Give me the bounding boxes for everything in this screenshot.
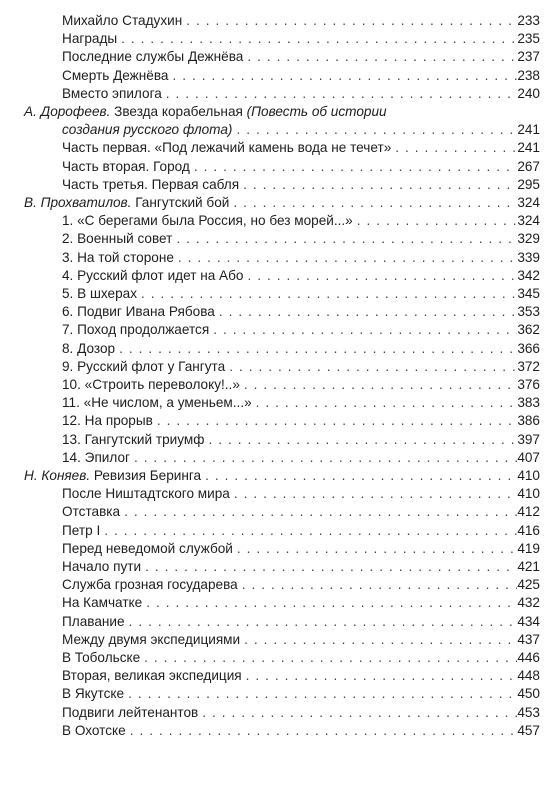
page-number: 407 bbox=[517, 449, 540, 465]
dot-leader bbox=[225, 358, 517, 376]
dot-leader bbox=[215, 303, 517, 321]
page-number: 453 bbox=[517, 704, 540, 720]
toc-line bbox=[62, 85, 540, 103]
dot-leader bbox=[229, 194, 517, 212]
dot-leader bbox=[120, 503, 517, 521]
toc-line bbox=[62, 485, 540, 503]
toc-section-heading bbox=[24, 103, 387, 121]
toc-line bbox=[62, 12, 540, 30]
toc-line bbox=[62, 321, 540, 339]
toc-line bbox=[62, 303, 540, 321]
toc-section bbox=[0, 467, 560, 485]
dot-leader bbox=[240, 631, 517, 649]
page-number: 362 bbox=[517, 322, 540, 338]
dot-leader bbox=[190, 158, 517, 176]
entry-title: 12. На прорыв bbox=[62, 413, 153, 429]
toc-entry bbox=[0, 321, 560, 339]
toc-entry bbox=[0, 121, 560, 139]
toc-section bbox=[0, 194, 560, 212]
toc-line bbox=[24, 103, 540, 121]
dot-leader bbox=[391, 139, 517, 157]
page-number: 412 bbox=[517, 504, 540, 520]
toc-entry bbox=[0, 649, 560, 667]
dot-leader bbox=[115, 340, 517, 358]
toc-entry bbox=[0, 594, 560, 612]
dot-leader bbox=[124, 685, 517, 703]
page-number: 339 bbox=[517, 249, 540, 265]
page-number: 237 bbox=[517, 49, 540, 65]
toc-line bbox=[62, 249, 540, 267]
toc-entry bbox=[0, 30, 560, 48]
toc-line bbox=[62, 267, 540, 285]
section-note-continued: создания русского флота) bbox=[62, 122, 233, 138]
author-name: А. Дорофеев. bbox=[24, 104, 111, 119]
toc-entry bbox=[0, 631, 560, 649]
toc-entry bbox=[0, 576, 560, 594]
entry-title: Отставка bbox=[62, 504, 121, 520]
toc-entry bbox=[0, 722, 560, 740]
page-number: 233 bbox=[517, 13, 540, 28]
entry-title: 9. Русский флот у Гангута bbox=[62, 358, 226, 374]
toc-entry bbox=[0, 613, 560, 631]
toc-line bbox=[62, 121, 540, 139]
entry-title: Часть первая. «Под лежачий камень вода не течет» bbox=[62, 140, 392, 156]
page-number: 329 bbox=[517, 231, 540, 247]
toc-line bbox=[62, 67, 540, 85]
toc-entry bbox=[0, 358, 560, 376]
entry-title: 13. Гангутский триумф bbox=[62, 431, 205, 447]
dot-leader bbox=[142, 594, 517, 612]
page-number: 448 bbox=[517, 668, 540, 684]
toc-line bbox=[62, 48, 540, 66]
dot-leader bbox=[117, 30, 517, 48]
toc-entry bbox=[0, 340, 560, 358]
toc-line bbox=[62, 449, 540, 467]
entry-title: 6. Подвиг Ивана Рябова bbox=[62, 304, 215, 320]
toc-entry bbox=[0, 67, 560, 85]
toc-entry bbox=[0, 394, 560, 412]
toc-entry bbox=[0, 376, 560, 394]
toc-line bbox=[62, 412, 540, 430]
dot-leader bbox=[243, 267, 517, 285]
page-number: 446 bbox=[517, 650, 540, 665]
entry-title: В Тобольске bbox=[62, 650, 141, 665]
page-number: 241 bbox=[517, 140, 540, 156]
entry-title: Награды bbox=[62, 31, 118, 47]
entry-title: 4. Русский флот идет на Або bbox=[62, 267, 244, 283]
toc-line bbox=[62, 558, 540, 576]
entry-title: 11. «Не числом, а уменьем...» bbox=[62, 395, 252, 411]
entry-title: 1. «С берегами была Россия, но без морей...» bbox=[62, 213, 353, 229]
page-number: 295 bbox=[517, 176, 540, 192]
page-number: 416 bbox=[517, 522, 540, 538]
entry-title: 5. В шхерах bbox=[62, 286, 137, 301]
page-number: 450 bbox=[517, 686, 540, 702]
dot-leader bbox=[242, 667, 518, 685]
toc-entry bbox=[0, 503, 560, 521]
entry-title: Начало пути bbox=[62, 559, 142, 574]
dot-leader bbox=[153, 412, 517, 430]
toc-line bbox=[62, 176, 540, 194]
toc-entry bbox=[0, 48, 560, 66]
toc-entry bbox=[0, 303, 560, 321]
page-number: 342 bbox=[517, 267, 540, 283]
toc-entry bbox=[0, 249, 560, 267]
dot-leader bbox=[172, 230, 517, 248]
toc-line bbox=[24, 467, 540, 485]
toc-entry bbox=[0, 212, 560, 230]
entry-title: 7. Поход продолжается bbox=[62, 322, 210, 338]
page-number: 434 bbox=[517, 613, 540, 629]
toc-section-heading bbox=[24, 194, 229, 212]
entry-title: 2. Военный совет bbox=[62, 231, 173, 247]
toc-entry bbox=[0, 230, 560, 248]
entry-title: Вторая, великая экспедиция bbox=[62, 668, 242, 684]
toc-line bbox=[62, 340, 540, 358]
page-number: 386 bbox=[517, 413, 540, 429]
page-number: 410 bbox=[517, 486, 540, 502]
page-number: 366 bbox=[517, 340, 540, 356]
page-number: 437 bbox=[517, 631, 540, 647]
toc-entry bbox=[0, 449, 560, 467]
section-title: Гангутский бой bbox=[131, 195, 230, 210]
toc-line bbox=[62, 285, 540, 303]
dot-leader bbox=[182, 12, 517, 30]
toc-entry bbox=[0, 158, 560, 176]
toc-line bbox=[62, 522, 540, 540]
toc-line bbox=[62, 158, 540, 176]
dot-leader bbox=[100, 522, 517, 540]
toc-entry bbox=[0, 431, 560, 449]
page-number: 397 bbox=[517, 431, 540, 447]
toc-line bbox=[62, 594, 540, 612]
toc-line bbox=[62, 376, 540, 394]
entry-title: Между двумя экспедициями bbox=[62, 631, 241, 647]
dot-leader bbox=[198, 704, 517, 722]
entry-title: Последние службы Дежнёва bbox=[62, 49, 244, 65]
toc-line bbox=[24, 194, 540, 212]
page-number: 235 bbox=[517, 31, 540, 47]
page-number: 345 bbox=[517, 286, 540, 301]
toc-entry bbox=[0, 176, 560, 194]
section-title: Звезда корабельная bbox=[110, 104, 247, 119]
entry-title: 10. «Строить переволоку!..» bbox=[62, 377, 240, 392]
dot-leader bbox=[140, 649, 517, 667]
dot-leader bbox=[233, 540, 517, 558]
entry-title: На Камчатке bbox=[62, 595, 143, 611]
page-number: 410 bbox=[517, 468, 540, 483]
toc-line bbox=[62, 631, 540, 649]
page-number: 376 bbox=[517, 377, 540, 392]
dot-leader bbox=[201, 467, 517, 485]
page-number: 324 bbox=[517, 213, 540, 229]
toc-line bbox=[62, 30, 540, 48]
dot-leader bbox=[174, 249, 517, 267]
dot-leader bbox=[204, 431, 517, 449]
dot-leader bbox=[126, 722, 518, 740]
dot-leader bbox=[232, 121, 517, 139]
dot-leader bbox=[353, 212, 518, 230]
toc-line bbox=[62, 212, 540, 230]
page-number: 421 bbox=[517, 559, 540, 574]
toc-line bbox=[62, 540, 540, 558]
dot-leader bbox=[252, 394, 518, 412]
toc-entry bbox=[0, 485, 560, 503]
entry-title: Часть вторая. Город bbox=[62, 158, 190, 174]
dot-leader bbox=[125, 613, 518, 631]
toc-line bbox=[62, 667, 540, 685]
toc-entry bbox=[0, 540, 560, 558]
entry-title: Вместо эпилога bbox=[62, 85, 162, 101]
page-number: 457 bbox=[517, 722, 540, 738]
entry-title: Плавание bbox=[62, 613, 125, 629]
section-note: (Повесть об истории bbox=[246, 104, 387, 119]
toc-entry bbox=[0, 685, 560, 703]
page-number: 372 bbox=[517, 358, 540, 374]
page-number: 353 bbox=[517, 304, 540, 320]
page-number: 240 bbox=[517, 85, 540, 101]
toc-section-heading bbox=[24, 467, 201, 485]
section-title: Ревизия Беринга bbox=[90, 468, 202, 483]
entry-title: В Якутске bbox=[62, 686, 125, 702]
dot-leader bbox=[162, 85, 518, 103]
entry-title: 14. Эпилог bbox=[62, 449, 131, 465]
entry-title: Петр I bbox=[62, 522, 101, 538]
toc-line bbox=[62, 649, 540, 667]
author-name: В. Прохватилов. bbox=[24, 195, 132, 210]
toc-entry bbox=[0, 267, 560, 285]
dot-leader bbox=[130, 449, 517, 467]
toc-entry bbox=[0, 558, 560, 576]
entry-title: Смерть Дежнёва bbox=[62, 67, 169, 83]
dot-leader bbox=[137, 285, 517, 303]
entry-title: Михайло Стадухин bbox=[62, 13, 183, 28]
toc-section bbox=[0, 103, 560, 121]
dot-leader bbox=[230, 485, 517, 503]
dot-leader bbox=[168, 67, 517, 85]
toc-entry bbox=[0, 412, 560, 430]
toc-line bbox=[62, 431, 540, 449]
toc-entry bbox=[0, 85, 560, 103]
entry-title: Перед неведомой службой bbox=[62, 540, 233, 556]
toc-line bbox=[62, 139, 540, 157]
toc-line bbox=[62, 394, 540, 412]
toc-entry bbox=[0, 139, 560, 157]
page-number: 425 bbox=[517, 577, 540, 593]
toc-entry bbox=[0, 667, 560, 685]
toc-line bbox=[62, 613, 540, 631]
dot-leader bbox=[141, 558, 517, 576]
entry-title: 3. На той стороне bbox=[62, 249, 174, 265]
toc-line bbox=[62, 722, 540, 740]
dot-leader bbox=[239, 176, 517, 194]
page-number: 324 bbox=[517, 195, 540, 210]
dot-leader bbox=[238, 576, 518, 594]
toc-entry bbox=[0, 285, 560, 303]
entry-title: 8. Дозор bbox=[62, 340, 116, 356]
toc-line bbox=[62, 358, 540, 376]
page-number: 432 bbox=[517, 595, 540, 611]
page-number: 241 bbox=[517, 122, 540, 138]
page-number: 238 bbox=[517, 67, 540, 83]
toc-line bbox=[62, 503, 540, 521]
page-number: 419 bbox=[517, 540, 540, 556]
dot-leader bbox=[243, 48, 517, 66]
toc-entry bbox=[0, 704, 560, 722]
entry-title: После Ништадтского мира bbox=[62, 486, 230, 502]
toc-entry bbox=[0, 12, 560, 30]
page-number: 383 bbox=[517, 395, 540, 411]
toc-line bbox=[62, 230, 540, 248]
toc-line bbox=[62, 704, 540, 722]
entry-title: Подвиги лейтенантов bbox=[62, 704, 199, 720]
entry-title: Часть третья. Первая сабля bbox=[62, 176, 240, 192]
entry-title: В Охотске bbox=[62, 722, 126, 738]
toc-line bbox=[62, 685, 540, 703]
page-number: 267 bbox=[517, 158, 540, 174]
dot-leader bbox=[209, 321, 517, 339]
entry-title: Служба грозная государева bbox=[62, 577, 238, 593]
toc-line bbox=[62, 576, 540, 594]
toc-entry bbox=[0, 522, 560, 540]
dot-leader bbox=[240, 376, 517, 394]
author-name: Н. Коняев. bbox=[24, 468, 91, 483]
